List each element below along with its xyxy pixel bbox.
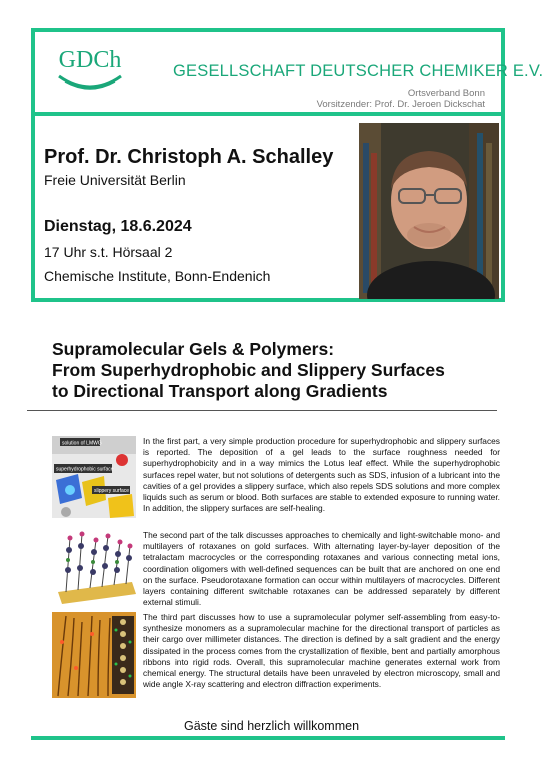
title-line-1: Supramolecular Gels & Polymers: <box>52 339 335 359</box>
fig1-label-1: solution of LMWG <box>62 440 102 447</box>
paragraph-3: The third part discusses how to use a supramolecular polymer self-assembling from easy-to-synthesize monomers as a supramolecular machine for the directional transport of particles as their cargo over millimeter distances. The direction is defined by a salt gradient and the energy dissipated in the process comes from the crystallization of flexible, bent and partially amorphous ribbons into rigid rods. Overall, this supramolecular machine generates external work from chemical energy. The structural details have been unraveled by electron microscopy, small and wide angle X-ray scattering and electron diffraction experiments. <box>143 612 500 690</box>
speaker-affiliation: Freie Universität Berlin <box>44 172 186 188</box>
speaker-name: Prof. Dr. Christoph A. Schalley <box>44 146 334 168</box>
title-line-3: to Directional Transport along Gradients <box>52 381 388 401</box>
talk-title <box>52 339 512 402</box>
header-divider <box>35 112 501 116</box>
paragraph-2: The second part of the talk discusses approaches to chemically and light-switchable mono- and multilayers of rotaxanes on gold surfaces. With alternating layer-by-layer deposition of the tetralactam macrocycles or the corresponding rotaxanes and various connecting metal ions, coordination oligomers with well-defined sequences can be built that are anchored on one end on the surface. Pseudorotaxane formation can occur within multilayers of macrocycles. Different layers containing different switchable rotaxanes can be addressed separately by different external stimuli. <box>143 530 500 608</box>
fig1-label-3: slippery surface <box>94 488 130 494</box>
org-name: GESELLSCHAFT DEUTSCHER CHEMIKER E.V. <box>173 62 543 80</box>
event-location: Chemische Institute, Bonn-Endenich <box>44 268 271 284</box>
footer-welcome: Gäste sind herzlich willkommen <box>183 719 360 733</box>
header-box <box>31 28 543 302</box>
chair-name: Vorsitzender: Prof. Dr. Jeroen Dickschat <box>316 99 485 110</box>
event-date: Dienstag, 18.6.2024 <box>44 218 192 235</box>
branch-name: Ortsverband Bonn <box>407 88 485 99</box>
figure-transport <box>52 612 136 698</box>
logo-text: GDCh <box>58 47 122 73</box>
event-time-room: 17 Uhr s.t. Hörsaal 2 <box>44 244 173 260</box>
title-rule <box>27 410 497 411</box>
figure-rotaxanes <box>52 530 136 604</box>
gdch-logo <box>55 42 125 98</box>
paragraph-1: In the first part, a very simple production procedure for superhydrophobic and slippery surfaces is reported. The deposition of a gel leads to the surface roughness needed for superhydrophobicity and in a way mimics the Lotus leaf effect. While the superhydrophobic surfaces repel water, but not solutions of detergents such as SDS, infusion of a lubricant into the cavities of a gel provides a slippery surface, which also repels SDS solutions and more complex liquids such as serum or blood. Both surfaces are stable to extended exposure to running water. In addition, the slippery surfaces are self-healing. <box>143 436 500 514</box>
fig1-label-2: superhydrophobic surface <box>56 466 114 473</box>
figure-surfaces <box>52 436 136 518</box>
title-line-2: From Superhydrophobic and Slippery Surfaces <box>52 360 445 380</box>
footer-bar <box>31 736 505 740</box>
speaker-portrait <box>359 123 499 299</box>
